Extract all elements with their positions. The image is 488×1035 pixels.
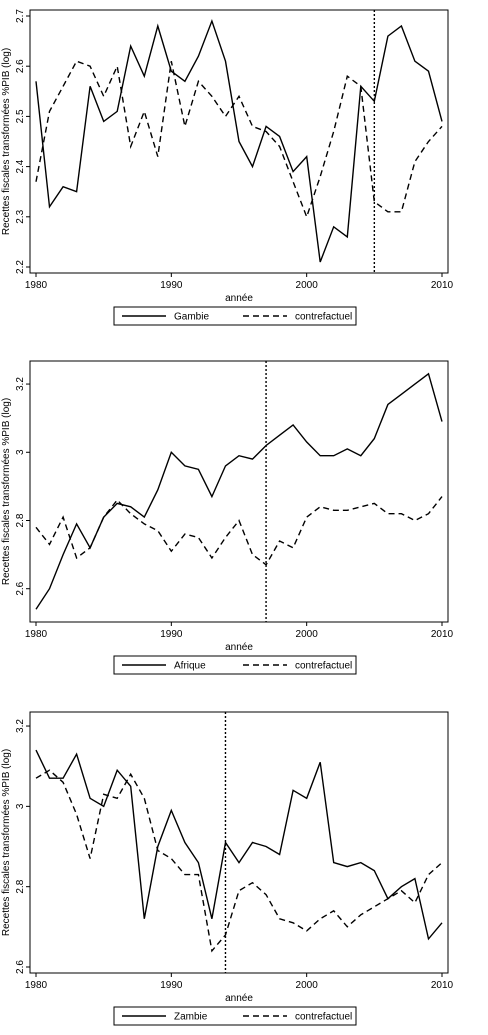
y-tick-label: 2.7 bbox=[15, 9, 26, 23]
x-tick-label: 2000 bbox=[295, 629, 318, 640]
y-tick-label: 2.3 bbox=[15, 209, 26, 224]
y-tick-label: 2.5 bbox=[15, 109, 26, 124]
y-tick-label: 2.6 bbox=[15, 960, 26, 974]
y-axis-title: Recettes fiscales transformées %PIB (log) bbox=[1, 748, 12, 937]
legend-label: contrefactuel bbox=[295, 660, 353, 672]
x-tick-label: 2000 bbox=[295, 980, 318, 991]
y-tick-label: 2.6 bbox=[15, 59, 26, 74]
x-tick-label: 2010 bbox=[430, 980, 454, 991]
legend-label: Zambie bbox=[174, 1011, 208, 1023]
y-axis-title: Recettes fiscales transformées %PIB (log) bbox=[1, 47, 12, 236]
x-tick-label: 1990 bbox=[160, 629, 183, 640]
x-tick-label: 1980 bbox=[24, 980, 48, 991]
y-axis-title: Recettes fiscales transformées %PIB (log) bbox=[1, 397, 12, 586]
x-tick-label: 1990 bbox=[160, 280, 183, 291]
x-tick-label: 2010 bbox=[430, 280, 454, 291]
y-tick-label: 3 bbox=[15, 449, 26, 456]
chart-panel-2 bbox=[1, 361, 454, 674]
legend bbox=[114, 1007, 356, 1025]
legend-label: Gambie bbox=[174, 311, 210, 323]
legend-label: contrefactuel bbox=[295, 1011, 353, 1023]
y-tick-label: 2.4 bbox=[15, 159, 26, 174]
x-axis-title: année bbox=[225, 293, 253, 304]
y-tick-label: 3.2 bbox=[15, 719, 26, 733]
x-axis-title: année bbox=[225, 993, 253, 1004]
y-tick-label: 2.8 bbox=[15, 513, 26, 528]
x-tick-label: 1980 bbox=[24, 629, 48, 640]
chart-panel-3 bbox=[1, 712, 454, 1025]
x-axis-title: année bbox=[225, 642, 253, 653]
x-tick-label: 2000 bbox=[295, 280, 318, 291]
x-tick-label: 1980 bbox=[24, 280, 48, 291]
legend-label: contrefactuel bbox=[295, 311, 353, 323]
y-tick-label: 2.6 bbox=[15, 581, 26, 596]
x-tick-label: 1990 bbox=[160, 980, 183, 991]
plot-frame bbox=[30, 712, 448, 973]
y-tick-label: 3.2 bbox=[15, 377, 26, 392]
y-tick-label: 3 bbox=[15, 803, 26, 810]
plot-frame bbox=[30, 361, 448, 622]
y-tick-label: 2.8 bbox=[15, 879, 26, 894]
legend-label: Afrique bbox=[174, 660, 206, 672]
chart-panel-1 bbox=[1, 9, 454, 325]
legend bbox=[114, 656, 356, 674]
y-tick-label: 2.2 bbox=[15, 260, 26, 274]
legend bbox=[114, 307, 356, 325]
x-tick-label: 2010 bbox=[430, 629, 454, 640]
